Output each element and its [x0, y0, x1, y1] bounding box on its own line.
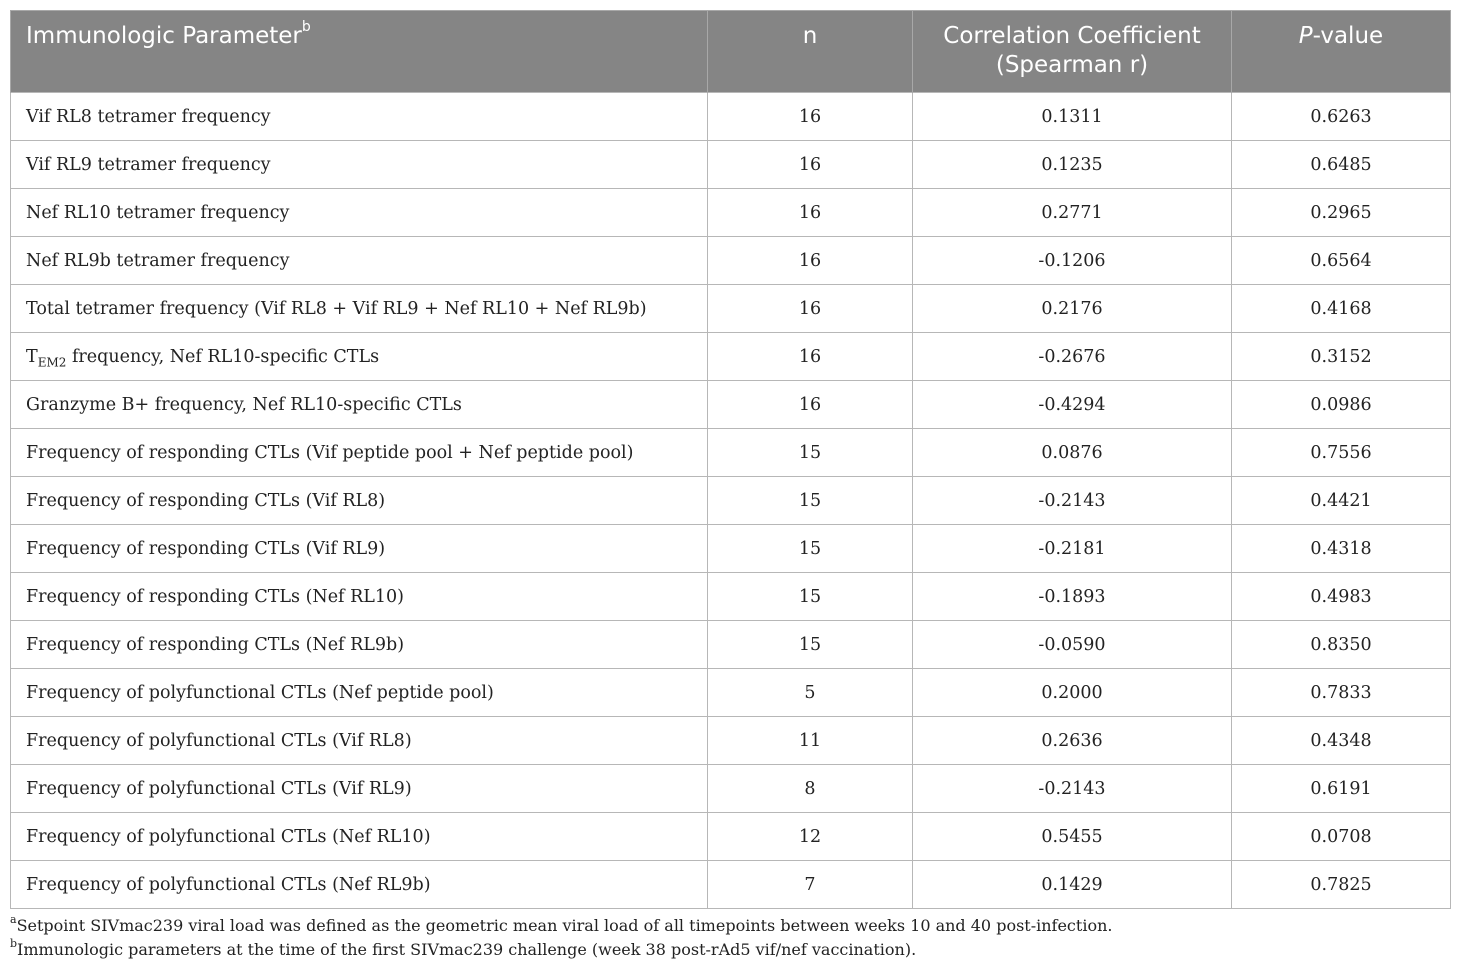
- cell-n: 16: [708, 285, 913, 333]
- table-row: [11, 141, 1451, 189]
- table-row: [11, 717, 1451, 765]
- cell-parameter-prefix: T: [26, 346, 38, 367]
- correlation-table: [10, 10, 1451, 909]
- header-correlation-line1: Correlation Coefficient: [943, 23, 1201, 49]
- cell-n: 15: [708, 621, 913, 669]
- header-row: [11, 11, 1451, 93]
- cell-p-value: 0.4983: [1232, 573, 1451, 621]
- cell-spearman-r: 0.2636: [913, 717, 1232, 765]
- cell-n: 5: [708, 669, 913, 717]
- cell-p-value: 0.7833: [1232, 669, 1451, 717]
- cell-n: 7: [708, 861, 913, 909]
- cell-p-value: 0.0708: [1232, 813, 1451, 861]
- cell-p-value: 0.3152: [1232, 333, 1451, 381]
- cell-p-value: 0.2965: [1232, 189, 1451, 237]
- cell-parameter: Frequency of responding CTLs (Vif peptide pool + Nef peptide pool): [11, 429, 708, 477]
- cell-p-value: 0.8350: [1232, 621, 1451, 669]
- cell-spearman-r: -0.2676: [913, 333, 1232, 381]
- cell-parameter: Frequency of polyfunctional CTLs (Vif RL9): [11, 765, 708, 813]
- cell-spearman-r: -0.0590: [913, 621, 1232, 669]
- table-row: [11, 429, 1451, 477]
- table-row: [11, 573, 1451, 621]
- table-footnotes: [10, 914, 1450, 962]
- cell-n: 12: [708, 813, 913, 861]
- cell-parameter-suffix: frequency, Nef RL10-specific CTLs: [66, 346, 380, 367]
- cell-parameter: Frequency of polyfunctional CTLs (Nef peptide pool): [11, 669, 708, 717]
- header-correlation-line2: (Spearman r): [995, 52, 1149, 78]
- table-row: [11, 333, 1451, 381]
- cell-n: 15: [708, 477, 913, 525]
- cell-n: 16: [708, 93, 913, 141]
- cell-p-value: 0.4421: [1232, 477, 1451, 525]
- cell-spearman-r: -0.1206: [913, 237, 1232, 285]
- cell-spearman-r: -0.2143: [913, 477, 1232, 525]
- cell-n: 16: [708, 381, 913, 429]
- cell-parameter: Vif RL8 tetramer frequency: [11, 93, 708, 141]
- footnote-a-mark: a: [10, 912, 17, 926]
- table-row: [11, 93, 1451, 141]
- table-row: [11, 861, 1451, 909]
- cell-spearman-r: 0.2000: [913, 669, 1232, 717]
- table-row: [11, 525, 1451, 573]
- cell-parameter: Nef RL10 tetramer frequency: [11, 189, 708, 237]
- header-p-italic: P: [1298, 23, 1313, 49]
- header-immunologic-parameter: [11, 11, 708, 93]
- table-row: [11, 381, 1451, 429]
- table-row: [11, 813, 1451, 861]
- footnote-a: [10, 914, 1450, 938]
- cell-spearman-r: 0.5455: [913, 813, 1232, 861]
- cell-parameter: Vif RL9 tetramer frequency: [11, 141, 708, 189]
- header-n: [708, 11, 913, 93]
- cell-n: 8: [708, 765, 913, 813]
- cell-n: 15: [708, 429, 913, 477]
- header-correlation-coefficient: [913, 11, 1232, 93]
- table-row: [11, 285, 1451, 333]
- table-row: [11, 237, 1451, 285]
- correlation-table-container: [10, 10, 1450, 909]
- header-p-value: [1232, 11, 1451, 93]
- cell-parameter: Frequency of polyfunctional CTLs (Nef RL9b): [11, 861, 708, 909]
- header-p-rest: -value: [1312, 23, 1384, 49]
- cell-n: 15: [708, 573, 913, 621]
- table-row: [11, 621, 1451, 669]
- cell-spearman-r: -0.4294: [913, 381, 1232, 429]
- table-row: [11, 189, 1451, 237]
- table-body: [11, 93, 1451, 909]
- cell-parameter: Frequency of responding CTLs (Nef RL9b): [11, 621, 708, 669]
- cell-p-value: 0.7825: [1232, 861, 1451, 909]
- cell-p-value: 0.6485: [1232, 141, 1451, 189]
- cell-parameter: Nef RL9b tetramer frequency: [11, 237, 708, 285]
- cell-p-value: 0.6191: [1232, 765, 1451, 813]
- cell-p-value: 0.0986: [1232, 381, 1451, 429]
- cell-parameter: [11, 333, 708, 381]
- table-row: [11, 765, 1451, 813]
- table-row: [11, 477, 1451, 525]
- cell-spearman-r: 0.1429: [913, 861, 1232, 909]
- cell-p-value: 0.4348: [1232, 717, 1451, 765]
- cell-p-value: 0.7556: [1232, 429, 1451, 477]
- header-immunologic-parameter-label: Immunologic Parameter: [26, 23, 302, 49]
- cell-n: 16: [708, 333, 913, 381]
- cell-parameter-subscript: EM2: [37, 355, 67, 369]
- cell-parameter: Total tetramer frequency (Vif RL8 + Vif RL9 + Nef RL10 + Nef RL9b): [11, 285, 708, 333]
- cell-n: 16: [708, 189, 913, 237]
- cell-spearman-r: 0.2771: [913, 189, 1232, 237]
- footnote-b-mark: b: [10, 936, 18, 950]
- cell-n: 16: [708, 141, 913, 189]
- cell-p-value: 0.4168: [1232, 285, 1451, 333]
- cell-parameter: Frequency of polyfunctional CTLs (Nef RL10): [11, 813, 708, 861]
- cell-spearman-r: -0.2181: [913, 525, 1232, 573]
- table-header: [11, 11, 1451, 93]
- cell-spearman-r: -0.2143: [913, 765, 1232, 813]
- cell-parameter: Frequency of polyfunctional CTLs (Vif RL8): [11, 717, 708, 765]
- footnote-a-text: Setpoint SIVmac239 viral load was defined as the geometric mean viral load of all timepoints between weeks 10 and 40 post-infection.: [16, 916, 1113, 935]
- header-n-label: n: [802, 23, 818, 49]
- cell-parameter: Frequency of responding CTLs (Vif RL8): [11, 477, 708, 525]
- cell-spearman-r: 0.0876: [913, 429, 1232, 477]
- cell-spearman-r: 0.1235: [913, 141, 1232, 189]
- cell-spearman-r: -0.1893: [913, 573, 1232, 621]
- cell-p-value: 0.6564: [1232, 237, 1451, 285]
- header-footnote-mark: b: [301, 19, 311, 36]
- cell-parameter: Granzyme B+ frequency, Nef RL10-specific CTLs: [11, 381, 708, 429]
- table-row: [11, 669, 1451, 717]
- cell-p-value: 0.4318: [1232, 525, 1451, 573]
- cell-p-value: 0.6263: [1232, 93, 1451, 141]
- footnote-b-text: Immunologic parameters at the time of the first SIVmac239 challenge (week 38 post-rAd5 vif/nef vaccination).: [17, 940, 917, 959]
- cell-n: 15: [708, 525, 913, 573]
- cell-n: 16: [708, 237, 913, 285]
- footnote-b: [10, 938, 1450, 962]
- cell-n: 11: [708, 717, 913, 765]
- cell-parameter: Frequency of responding CTLs (Vif RL9): [11, 525, 708, 573]
- cell-parameter: Frequency of responding CTLs (Nef RL10): [11, 573, 708, 621]
- cell-spearman-r: 0.2176: [913, 285, 1232, 333]
- cell-spearman-r: 0.1311: [913, 93, 1232, 141]
